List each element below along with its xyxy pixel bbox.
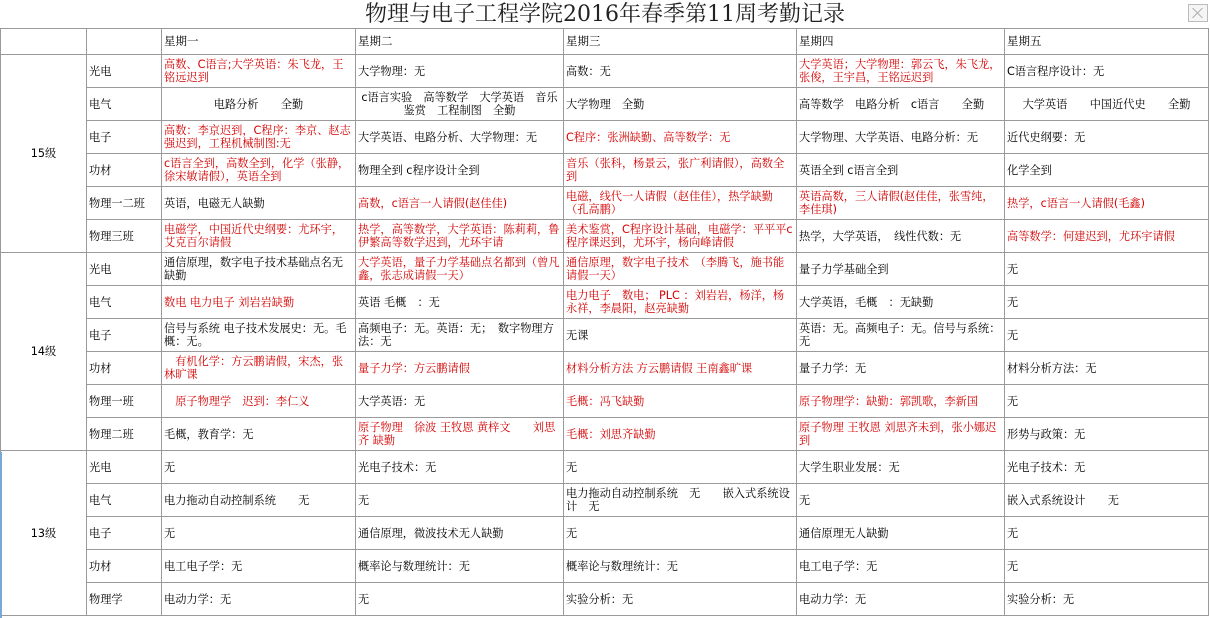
attendance-cell: 高数、C语言;大学英语：朱飞龙，王铭远迟到 xyxy=(162,55,356,88)
table-row xyxy=(1,187,1209,220)
attendance-cell: 物理全到 c程序设计全到 xyxy=(356,154,564,187)
attendance-cell: 信号与系统 电子技术发展史：无。毛概：无。 xyxy=(162,319,356,352)
major-cell: 电气 xyxy=(87,286,162,319)
attendance-cell: 光电子技术：无 xyxy=(1005,451,1209,484)
attendance-cell: 材料分析方法：无 xyxy=(1005,352,1209,385)
attendance-cell: 大学英语，量子力学基础点名都到（曾凡鑫，张志成请假一天） xyxy=(356,253,564,286)
attendance-cell: 无 xyxy=(1005,385,1209,418)
attendance-cell: c语言全到，高数全到，化学（张静，徐宋敏请假），英语全到 xyxy=(162,154,356,187)
attendance-cell: 英语：无。高频电子：无。信号与系统：无 xyxy=(797,319,1005,352)
attendance-cell: 近代史纲要：无 xyxy=(1005,121,1209,154)
attendance-cell: 无 xyxy=(1005,550,1209,583)
table-row xyxy=(1,550,1209,583)
attendance-cell: 电动力学：无 xyxy=(162,583,356,616)
attendance-cell: 电路分析 全勤 xyxy=(162,88,356,121)
major-cell: 物理一二班 xyxy=(87,187,162,220)
major-cell: 物理三班 xyxy=(87,220,162,253)
attendance-cell: 通信原理无人缺勤 xyxy=(797,517,1005,550)
selection-marker xyxy=(0,452,2,618)
year-cell: 15级 xyxy=(1,55,87,253)
major-cell: 光电 xyxy=(87,253,162,286)
attendance-cell: 无 xyxy=(564,451,797,484)
header-blank-major xyxy=(87,29,162,55)
attendance-cell: 无 xyxy=(356,583,564,616)
major-cell: 电气 xyxy=(87,88,162,121)
attendance-cell: 数电 电力电子 刘岩岩缺勤 xyxy=(162,286,356,319)
attendance-cell: 无 xyxy=(162,451,356,484)
table-row xyxy=(1,418,1209,451)
attendance-cell: 大学英语：无 xyxy=(356,385,564,418)
attendance-cell: 形势与政策：无 xyxy=(1005,418,1209,451)
attendance-cell: C语言程序设计：无 xyxy=(1005,55,1209,88)
attendance-cell: 材料分析方法 方云鹏请假 王南鑫旷课 xyxy=(564,352,797,385)
page-title: 物理与电子工程学院2016年春季第11周考勤记录 xyxy=(365,2,845,27)
attendance-cell: 量子力学：无 xyxy=(797,352,1005,385)
table-row xyxy=(1,451,1209,484)
attendance-cell: 大学生职业发展：无 xyxy=(797,451,1005,484)
attendance-cell: 通信原理，数字电子技术基础点名无缺勤 xyxy=(162,253,356,286)
attendance-cell: 大学英语、电路分析、大学物理：无 xyxy=(356,121,564,154)
attendance-cell: 大学英语，毛概 ：无缺勤 xyxy=(797,286,1005,319)
attendance-cell: 音乐（张科，杨景云，张广利请假），高数全到 xyxy=(564,154,797,187)
major-cell: 功材 xyxy=(87,352,162,385)
major-cell: 电子 xyxy=(87,121,162,154)
attendance-cell: 实验分析：无 xyxy=(564,583,797,616)
attendance-cell: 实验分析：无 xyxy=(1005,583,1209,616)
attendance-cell: 大学物理、大学英语、电路分析：无 xyxy=(797,121,1005,154)
attendance-cell: 通信原理，数字电子技术 （李腾飞，施书能请假一天） xyxy=(564,253,797,286)
attendance-cell: 电工电子学：无 xyxy=(162,550,356,583)
close-icon[interactable] xyxy=(1188,4,1208,22)
attendance-cell: 热学，c语言一人请假(毛鑫) xyxy=(1005,187,1209,220)
attendance-cell: 电力拖动自动控制系统 无 xyxy=(162,484,356,517)
attendance-cell: 光电子技术：无 xyxy=(356,451,564,484)
major-cell: 物理学 xyxy=(87,583,162,616)
attendance-cell: 大学物理：无 xyxy=(356,55,564,88)
attendance-cell: 化学全到 xyxy=(1005,154,1209,187)
table-row xyxy=(1,220,1209,253)
table-row xyxy=(1,319,1209,352)
attendance-cell: 概率论与数理统计：无 xyxy=(564,550,797,583)
header-row xyxy=(1,29,1209,55)
attendance-cell: 无 xyxy=(1005,253,1209,286)
attendance-cell: 电力电子 数电； PLC ：刘岩岩，杨洋，杨永祥，李晨阳，赵亮缺勤 xyxy=(564,286,797,319)
attendance-cell: 无课 xyxy=(564,319,797,352)
attendance-cell: 电工电子学：无 xyxy=(797,550,1005,583)
major-cell: 电气 xyxy=(87,484,162,517)
table-row xyxy=(1,286,1209,319)
attendance-cell: 无 xyxy=(356,484,564,517)
attendance-cell: 热学，大学英语， 线性代数：无 xyxy=(797,220,1005,253)
attendance-cell: 原子物理 王牧恩 刘思齐未到，张小娜迟到 xyxy=(797,418,1005,451)
attendance-cell: 量子力学基础全到 xyxy=(797,253,1005,286)
attendance-cell: 电力拖动自动控制系统 无 嵌入式系统设计 无 xyxy=(564,484,797,517)
table-row xyxy=(1,121,1209,154)
attendance-cell: 嵌入式系统设计 无 xyxy=(1005,484,1209,517)
table-row xyxy=(1,517,1209,550)
major-cell: 光电 xyxy=(87,451,162,484)
major-cell: 电子 xyxy=(87,517,162,550)
attendance-cell: 大学物理 全勤 xyxy=(564,88,797,121)
table-row xyxy=(1,253,1209,286)
header-blank-year xyxy=(1,29,87,55)
header-day-mon: 星期一 xyxy=(162,29,356,55)
table-row xyxy=(1,352,1209,385)
table-row xyxy=(1,385,1209,418)
title-row xyxy=(0,0,1210,28)
attendance-cell: 高等数学：何建迟到，尤环宇请假 xyxy=(1005,220,1209,253)
header-day-wed: 星期三 xyxy=(564,29,797,55)
attendance-cell: 无 xyxy=(564,517,797,550)
table-row xyxy=(1,583,1209,616)
major-cell: 物理一班 xyxy=(87,385,162,418)
attendance-cell: 原子物理学：缺勤：郭凯歌，李新国 xyxy=(797,385,1005,418)
attendance-cell: 高数，c语言一人请假(赵佳佳) xyxy=(356,187,564,220)
attendance-cell: 高数：李京迟到，C程序：李京、赵志强迟到，工程机械制图:无 xyxy=(162,121,356,154)
table-body xyxy=(1,29,1209,616)
attendance-cell: 无 xyxy=(1005,319,1209,352)
attendance-cell: 无 xyxy=(162,517,356,550)
table-row xyxy=(1,88,1209,121)
attendance-cell: 无 xyxy=(797,484,1005,517)
year-cell: 14级 xyxy=(1,253,87,451)
major-cell: 物理二班 xyxy=(87,418,162,451)
attendance-cell: 毛概：冯飞缺勤 xyxy=(564,385,797,418)
attendance-cell: 无 xyxy=(1005,286,1209,319)
attendance-cell: 英语 毛概 ：无 xyxy=(356,286,564,319)
header-day-thu: 星期四 xyxy=(797,29,1005,55)
attendance-cell: 通信原理，微波技术无人缺勤 xyxy=(356,517,564,550)
attendance-cell: 原子物理学 迟到：李仁义 xyxy=(162,385,356,418)
header-day-tue: 星期二 xyxy=(356,29,564,55)
major-cell: 功材 xyxy=(87,154,162,187)
attendance-cell: 大学英语 中国近代史 全勤 xyxy=(1005,88,1209,121)
table-row xyxy=(1,55,1209,88)
attendance-cell: 美术鉴赏，C程序设计基础，电磁学：平平平c程序课迟到，尤环宇，杨向峰请假 xyxy=(564,220,797,253)
attendance-cell: c语言实验 高等数学 大学英语 音乐鉴赏 工程制图 全勤 xyxy=(356,88,564,121)
attendance-cell: 毛概，教育学：无 xyxy=(162,418,356,451)
attendance-cell: 高数：无 xyxy=(564,55,797,88)
attendance-cell: 英语高数，三人请假(赵佳佳，张雪纯，李佳琪) xyxy=(797,187,1005,220)
attendance-cell: 英语，电磁无人缺勤 xyxy=(162,187,356,220)
major-cell: 光电 xyxy=(87,55,162,88)
attendance-cell: 英语全到 c语言全到 xyxy=(797,154,1005,187)
table-row xyxy=(1,484,1209,517)
attendance-cell: 电磁学，中国近代史纲要：尤环宇，艾克百尔请假 xyxy=(162,220,356,253)
attendance-cell: 电动力学：无 xyxy=(797,583,1005,616)
attendance-cell: 概率论与数理统计：无 xyxy=(356,550,564,583)
attendance-cell: 原子物理 徐波 王牧恩 黄梓文 刘思齐 缺勤 xyxy=(356,418,564,451)
attendance-cell: 量子力学：方云鹏请假 xyxy=(356,352,564,385)
attendance-cell: 高频电子：无。英语：无； 数字物理方法：无 xyxy=(356,319,564,352)
attendance-cell: C程序：张洲缺勤、高等数学：无 xyxy=(564,121,797,154)
attendance-table xyxy=(0,28,1209,616)
attendance-cell: 无 xyxy=(1005,517,1209,550)
major-cell: 电子 xyxy=(87,319,162,352)
attendance-cell: 高等数学 电路分析 c语言 全勤 xyxy=(797,88,1005,121)
major-cell: 功材 xyxy=(87,550,162,583)
table-row xyxy=(1,154,1209,187)
attendance-cell: 大学英语；大学物理：郭云飞，朱飞龙，张俊，王宇昌，王铭远迟到 xyxy=(797,55,1005,88)
year-cell: 13级 xyxy=(1,451,87,616)
attendance-cell: 有机化学：方云鹏请假，宋杰，张林旷课 xyxy=(162,352,356,385)
attendance-cell: 毛概：刘思齐缺勤 xyxy=(564,418,797,451)
attendance-cell: 电磁，线代一人请假（赵佳佳），热学缺勤（孔高鹏） xyxy=(564,187,797,220)
header-day-fri: 星期五 xyxy=(1005,29,1209,55)
attendance-cell: 热学，高等数学，大学英语：陈莉莉，鲁伊繁高等数学迟到，尤环宇请 xyxy=(356,220,564,253)
